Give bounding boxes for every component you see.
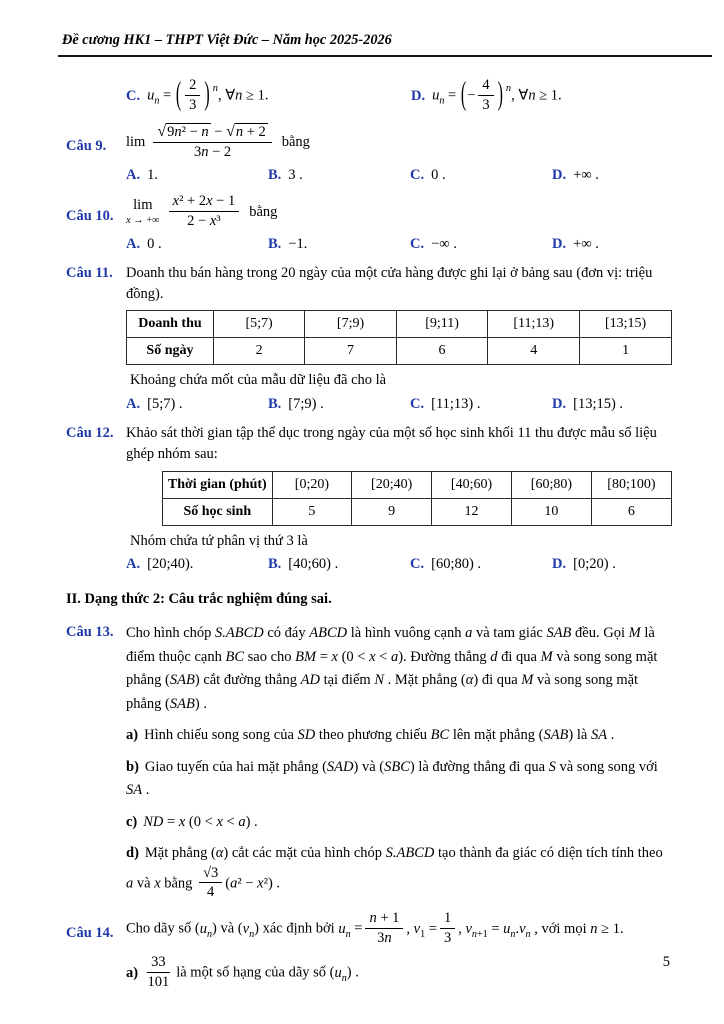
table-cell: [9;11)	[396, 311, 488, 338]
option-c: C. [11;13) .	[410, 395, 481, 412]
fraction: $\frac{√3}{4}$	[199, 865, 222, 901]
option-b: B. [7;9) .	[268, 395, 324, 412]
math-exponent: n	[212, 82, 218, 94]
statement-text: ND = x (0 < x < a) .	[143, 813, 258, 830]
table-cell: [40;60)	[432, 471, 512, 498]
minus-sign: −	[467, 87, 476, 104]
exercise-time-table	[162, 471, 672, 526]
section-heading: II. Dạng thức 2: Câu trắc nghiệm đúng sai.	[66, 590, 332, 607]
statement-label: b)	[126, 758, 139, 775]
question-text: Khoảng chứa mốt của mẫu dữ liệu đã cho là	[130, 372, 387, 389]
numerator: x² + 2x − 1	[169, 193, 240, 212]
statement-label: c)	[126, 813, 138, 830]
option-b: B. −1.	[268, 235, 308, 252]
fraction	[169, 193, 240, 229]
question-13	[66, 622, 672, 902]
table-cell: 6	[396, 338, 488, 365]
row-header-cell: Số học sinh	[163, 498, 273, 525]
table-cell: [0;20)	[272, 471, 352, 498]
statement-tail: (a² − x²) .	[225, 875, 281, 892]
table-row	[163, 498, 672, 525]
statement-label: a)	[126, 964, 139, 981]
options-row	[126, 234, 672, 255]
option-value: [11;13) .	[431, 395, 481, 412]
revenue-frequency-table	[126, 310, 672, 365]
row-header-cell: Thời gian (phút)	[163, 471, 273, 498]
table-cell: [80;100)	[591, 471, 671, 498]
question-intro: Doanh thu bán hàng trong 20 ngày của một cửa hàng được ghi lại ở bảng sau (đơn vị: triệu đồng).	[126, 265, 653, 302]
close-paren: )	[497, 78, 503, 113]
question-11	[66, 263, 672, 414]
header-title: Đề cương HK1 – THPT Việt Đức – Năm học 2025-2026	[62, 32, 392, 48]
statement-b	[126, 756, 672, 803]
open-paren: (	[175, 78, 182, 113]
option-c: C. −∞ .	[410, 235, 457, 252]
option-a: A. 1.	[126, 166, 158, 183]
page-header	[58, 30, 712, 57]
options-row	[126, 394, 672, 415]
options-row	[126, 78, 672, 114]
option-c: C. 0 .	[410, 166, 446, 183]
lim-operator: lim	[126, 133, 146, 150]
limit-formula	[126, 194, 672, 230]
statement-text: Hình chiếu song song của SD theo phương chiếu BC lên mặt phẳng (SAB) là SA .	[144, 727, 615, 744]
table-row	[163, 471, 672, 498]
table-cell: 5	[272, 498, 352, 525]
option-b: B. 3 .	[268, 166, 303, 183]
question-10-label: Câu 10.	[66, 208, 114, 225]
option-value: −1.	[288, 235, 308, 252]
statement-text: Giao tuyến của hai mặt phẳng (SAD) và (SBC) là đường thẳng đi qua S và song song với SA .	[126, 758, 658, 799]
option-a: A. [20;40).	[126, 556, 194, 573]
options-row	[126, 554, 672, 575]
option-value: 3 .	[288, 166, 303, 183]
equals-sign: =	[444, 87, 460, 104]
math-subscript: n	[154, 95, 160, 107]
option-value: 1.	[147, 166, 158, 183]
question-verb: bằng	[249, 203, 278, 220]
question-13-label: Câu 13.	[66, 624, 114, 641]
fraction: $\frac{n + 1}{3n}$	[365, 910, 403, 946]
fraction: $\frac{1}{3}$	[440, 910, 455, 946]
limit-formula	[126, 124, 672, 162]
table-cell: 1	[580, 338, 672, 365]
sqrt-radicand: n + 2	[235, 123, 266, 140]
option-b: B. [40;60) .	[268, 556, 339, 573]
table-cell: 2	[213, 338, 304, 365]
option-a: A. 0 .	[126, 235, 162, 252]
statement-label: a)	[126, 727, 139, 744]
option-value: 0 .	[431, 166, 446, 183]
math-var: u	[147, 87, 155, 104]
question-8-options-row	[66, 75, 672, 114]
table-cell: [60;80)	[511, 471, 591, 498]
statement-text: Mặt phẳng (α) cắt các mặt của hình chóp S.ABCD tạo thành đa giác có diện tích tính theo a và x bằng	[126, 845, 663, 892]
option-value: [60;80) .	[431, 556, 482, 573]
statement-label: d)	[126, 845, 139, 862]
fraction: $\frac{33}{101}$	[147, 954, 170, 991]
question-11-label: Câu 11.	[66, 265, 113, 282]
option-value: [0;20) .	[573, 556, 616, 573]
math-var: u	[432, 87, 440, 104]
option-value: +∞ .	[573, 235, 599, 252]
option-d: D. [0;20) .	[552, 556, 616, 573]
minus-operator: −	[210, 123, 227, 140]
fraction: $\frac{2}{3}$	[185, 77, 200, 113]
option-letter: C.	[126, 87, 141, 104]
sqrt-expression	[157, 124, 210, 140]
sqrt-symbol: √	[226, 122, 235, 140]
option-value: +∞ .	[573, 166, 599, 183]
option-value: [13;15) .	[573, 395, 624, 412]
question-9	[66, 124, 672, 186]
option-d: D. +∞ .	[552, 235, 599, 252]
statement-a	[126, 724, 672, 747]
option-value: [40;60) .	[288, 556, 339, 573]
statement-c	[126, 811, 672, 834]
table-cell: [7;9)	[305, 311, 396, 338]
row-header-cell: Số ngày	[127, 338, 214, 365]
table-cell: 10	[511, 498, 591, 525]
option-c	[126, 78, 411, 114]
question-text: Nhóm chứa tứ phân vị thứ 3 là	[130, 532, 308, 549]
option-d: D. [13;15) .	[552, 395, 624, 412]
option-value: 0 .	[147, 235, 162, 252]
table-cell: 6	[591, 498, 671, 525]
fraction: $\frac{4}{3}$	[478, 77, 493, 113]
open-paren: (	[460, 78, 467, 113]
question-10	[66, 194, 672, 254]
question-14	[66, 911, 672, 992]
table-row	[127, 311, 672, 338]
denominator: 3n − 2	[193, 143, 232, 160]
table-cell: [11;13)	[488, 311, 580, 338]
page-number: 5	[662, 954, 670, 970]
question-8-label-spacer	[66, 75, 126, 114]
question-verb: bằng	[281, 133, 310, 150]
equals-sign: =	[159, 87, 175, 104]
condition-text: , ∀n ≥ 1.	[511, 87, 562, 104]
table-cell: [5;7)	[213, 311, 304, 338]
lim-subscript: x → +∞	[126, 214, 160, 226]
row-header-cell: Doanh thu	[127, 311, 214, 338]
options-row	[126, 165, 672, 186]
question-14-label: Câu 14.	[66, 925, 114, 942]
option-d	[411, 78, 672, 114]
option-value: −∞ .	[431, 235, 457, 252]
question-12-label: Câu 12.	[66, 425, 114, 442]
option-a: A. [5;7) .	[126, 395, 183, 412]
math-subscript: n	[439, 95, 445, 107]
sqrt-symbol: √	[157, 122, 167, 140]
option-d: D. +∞ .	[552, 166, 599, 183]
denominator: 2 − x³	[187, 212, 221, 229]
option-value: [20;40).	[147, 556, 194, 573]
fraction	[153, 123, 271, 161]
statement-text: là một số hạng của dãy số $(u_n)$ .	[176, 964, 359, 984]
option-c: C. [60;80) .	[410, 556, 482, 573]
sqrt-expression	[226, 124, 268, 140]
sqrt-radicand: 9n² − n	[167, 123, 209, 140]
condition-text: , ∀n ≥ 1.	[217, 87, 269, 104]
option-value: [7;9) .	[288, 395, 324, 412]
table-row	[127, 338, 672, 365]
statement-d	[126, 842, 672, 902]
table-cell: [13;15)	[580, 311, 672, 338]
math-exponent: n	[505, 82, 512, 94]
table-cell: 4	[488, 338, 580, 365]
question-intro: Cho hình chóp S.ABCD có đáy ABCD là hình vuông cạnh a và tam giác SAB đều. Gọi M là điểm thuộc cạnh BC sao cho BM = x (0 < x < a). Đường thẳng d đi qua M và song song mặt phẳng (SAB) cắt đường thẳng AD tại điểm N . Mặt phẳng (α) đi qua M và song song mặt phẳng (SAB) .	[126, 625, 658, 712]
table-cell: 7	[305, 338, 396, 365]
table-cell: 9	[352, 498, 432, 525]
option-value: [5;7) .	[147, 395, 183, 412]
table-cell: [20;40)	[352, 471, 432, 498]
question-intro: Khảo sát thời gian tập thể dục trong ngày của một số học sinh khối 11 thu được mẫu số liệu ghép nhóm sau:	[126, 425, 657, 463]
lim-operator: lim x → +∞	[126, 197, 160, 226]
question-9-label: Câu 9.	[66, 137, 107, 154]
close-paren: )	[204, 78, 210, 113]
statement-a	[126, 955, 672, 991]
question-12	[66, 423, 672, 574]
sequence-definition: Cho dãy số $(u_n)$ và $(v_n)$ xác định bởi $u_n$ = $\frac{n + 1}{3n}$ , $v_1$ = $\frac{1}{3}$ , $v_{n+1} = u_n.v_n$ , với mọi n ≥ 1.	[126, 910, 624, 946]
table-cell: 12	[432, 498, 512, 525]
option-letter: D.	[411, 87, 426, 104]
